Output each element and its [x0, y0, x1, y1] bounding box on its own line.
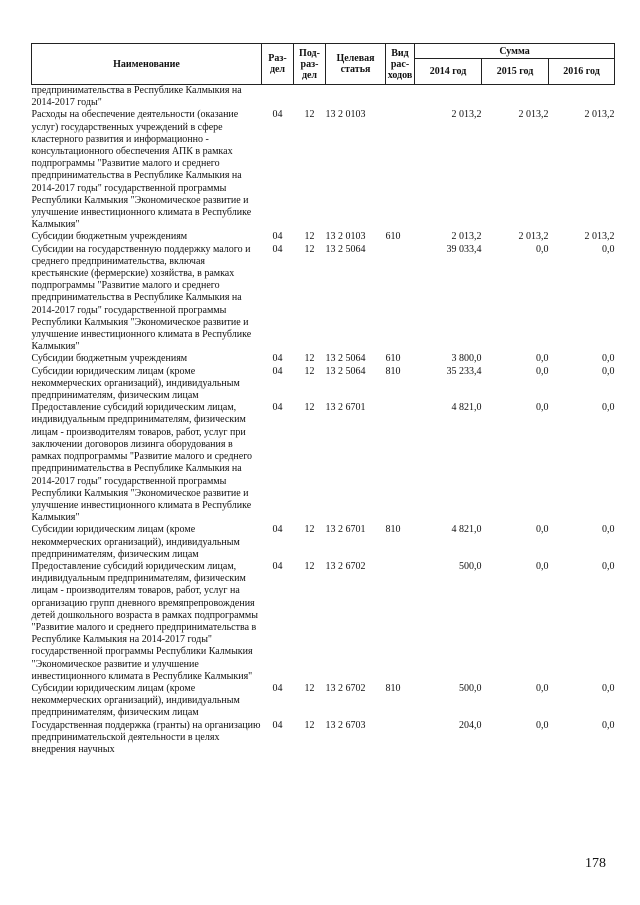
header-name: Наименование: [32, 44, 262, 85]
cell-section: 04: [272, 524, 283, 536]
table-row: [32, 366, 615, 403]
cell-name: Предоставление субсидий юридическим лицам, индивидуальным предпринимателям, физическим лицам - производителям товаров, работ, услуг при заключении договоров лизинга оборудования в рамках подпрограммы "Развитие малого и среднего предпринимательства в Республике Калмыкия на 2014-2017 годы" государственной программы Республики Калмыкия "Экономическое развитие и улучшение инвестиционного климата в Республике Калмыкия": [31, 402, 253, 524]
cell-name: Субсидии юридическим лицам (кроме некоммерческих организаций), индивидуальным предпринимателям, физическим лицам: [31, 524, 240, 560]
cell-subsection: 12: [304, 402, 315, 414]
cell-sum-2016: 0,0: [602, 243, 615, 255]
table-header: [32, 44, 615, 85]
cell-subsection: 12: [304, 353, 315, 365]
cell-sum-2014: 4 821,0: [451, 524, 482, 536]
cell-sum-2016: 0,0: [602, 524, 615, 536]
table-row: [32, 244, 615, 354]
cell-sum-2016: 0,0: [602, 402, 615, 414]
cell-sum-2014: 2 013,2: [451, 231, 482, 243]
header-section: Раз- дел: [262, 44, 294, 85]
header-target-article: Целевая статья: [326, 44, 386, 85]
cell-section: 04: [272, 109, 283, 121]
cell-name: Государственная поддержка (гранты) на организацию предпринимательской деятельности в целях внедрения научных: [31, 719, 261, 755]
page-number: 178: [585, 856, 606, 871]
cell-sum-2015: 0,0: [536, 353, 549, 365]
table-body: [32, 85, 615, 757]
cell-name: Предоставление субсидий юридическим лицам, индивидуальным предпринимателям, физическим лицам - производителям товаров, работ, услуг на организацию групп дневного времяпрепровождения детей дошкольного возраста в рамках подпрограммы "Развитие малого и среднего предпринимательства в Республике Калмыкия на 2014-2017 годы" государственной программы Республики Калмыкия "Экономическое развитие и улучшение инвестиционного климата в Республике Калмыкия": [31, 560, 258, 682]
cell-sum-2015: 0,0: [536, 524, 549, 536]
cell-subsection: 12: [304, 682, 315, 694]
cell-target-article: 13 2 5064: [325, 243, 366, 255]
table-row: [32, 85, 615, 110]
table-row: [32, 561, 615, 683]
cell-sum-2016: 0,0: [602, 365, 615, 377]
header-subsection: Под- раз- дел: [294, 44, 326, 85]
cell-target-article: 13 2 6702: [325, 682, 366, 694]
header-year-2015: 2015 год: [482, 59, 549, 85]
table-row: [32, 524, 615, 561]
header-sum: Сумма: [415, 44, 615, 59]
cell-section: [262, 85, 294, 110]
cell-section: 04: [272, 402, 283, 414]
cell-name: предпринимательства в Республике Калмыкия на 2014-2017 годы": [31, 85, 242, 109]
cell-sum-2016: 0,0: [602, 682, 615, 694]
cell-sum-2015: 0,0: [536, 560, 549, 572]
cell-target-article: 13 2 6703: [325, 719, 366, 731]
cell-sum-2016: 0,0: [602, 719, 615, 731]
cell-sum-2016: 2 013,2: [584, 231, 615, 243]
cell-sum-2016: 2 013,2: [584, 109, 615, 121]
cell-subsection: 12: [304, 243, 315, 255]
table-row: [32, 231, 615, 243]
table-row: [32, 109, 615, 231]
cell-section: 04: [272, 560, 283, 572]
cell-target-article: 13 2 6701: [325, 524, 366, 536]
cell-expense-type: [386, 85, 415, 110]
cell-target-article: [326, 85, 386, 110]
cell-sum-2015: 0,0: [536, 682, 549, 694]
cell-sum-2015: 0,0: [536, 719, 549, 731]
cell-sum-2015: 2 013,2: [518, 231, 549, 243]
cell-target-article: 13 2 0103: [325, 231, 366, 243]
cell-target-article: 13 2 6702: [325, 560, 366, 572]
cell-sum-2014: 500,0: [459, 682, 482, 694]
cell-subsection: 12: [304, 719, 315, 731]
cell-sum-2014: 39 033,4: [446, 243, 482, 255]
cell-expense-type: [386, 720, 415, 757]
cell-expense-type: 810: [385, 682, 401, 694]
cell-subsection: [294, 85, 326, 110]
header-expense-type: Вид рас- ходов: [386, 44, 415, 85]
cell-section: 04: [272, 682, 283, 694]
cell-sum-2016: 0,0: [602, 353, 615, 365]
header-year-2016: 2016 год: [549, 59, 615, 85]
cell-sum-2014: 500,0: [459, 560, 482, 572]
cell-target-article: 13 2 0103: [325, 109, 366, 121]
cell-target-article: 13 2 5064: [325, 353, 366, 365]
cell-sum-2014: 4 821,0: [451, 402, 482, 414]
budget-table: [31, 43, 615, 756]
cell-subsection: 12: [304, 524, 315, 536]
cell-subsection: 12: [304, 231, 315, 243]
cell-section: 04: [272, 353, 283, 365]
cell-section: 04: [272, 231, 283, 243]
cell-name: Субсидии юридическим лицам (кроме некоммерческих организаций), индивидуальным предпринимателям, физическим лицам: [31, 365, 240, 402]
cell-section: 04: [272, 243, 283, 255]
table-row: [32, 720, 615, 757]
cell-sum-2015: 0,0: [536, 243, 549, 255]
cell-sum-2015: 2 013,2: [518, 109, 549, 121]
table-row: [32, 683, 615, 720]
table-row: [32, 353, 615, 365]
cell-subsection: 12: [304, 365, 315, 377]
cell-sum-2014: [415, 85, 482, 110]
cell-sum-2015: 0,0: [536, 402, 549, 414]
cell-sum-2015: 0,0: [536, 365, 549, 377]
table-row: [32, 402, 615, 524]
cell-subsection: 12: [304, 560, 315, 572]
cell-expense-type: [386, 109, 415, 231]
cell-sum-2014: 35 233,4: [446, 365, 482, 377]
cell-expense-type: 810: [385, 365, 401, 377]
cell-name: Субсидии бюджетным учреждениям: [31, 353, 188, 365]
cell-expense-type: [386, 244, 415, 354]
cell-section: 04: [272, 719, 283, 731]
cell-sum-2014: 3 800,0: [451, 353, 482, 365]
cell-name: Субсидии на государственную поддержку малого и среднего предпринимательства, включая крестьянские (фермерские) хозяйства, в рамках подпрограммы "Развитие малого и среднего предпринимательства в Республике Калмыкия на 2014-2017 годы" государственной программы Республики Калмыкия "Экономическое развитие и улучшение инвестиционного климата в Республике Калмыкия": [31, 243, 252, 353]
cell-sum-2016: [549, 85, 615, 110]
cell-name: Субсидии бюджетным учреждениям: [31, 231, 188, 243]
cell-sum-2015: [482, 85, 549, 110]
cell-subsection: 12: [304, 109, 315, 121]
cell-expense-type: 810: [385, 524, 401, 536]
cell-sum-2014: 2 013,2: [451, 109, 482, 121]
cell-expense-type: 610: [385, 353, 401, 365]
cell-name: Расходы на обеспечение деятельности (оказание услуг) государственных учреждений в сфере кластерного развития и информационно - консультационного обеспечения АПК в рамках подпрограммы "Развитие малого и среднего предпринимательства в Республике Калмыкия на 2014-2017 годы" государственной программы Республики Калмыкия "Экономическое развитие и улучшение инвестиционного климата в Республике Калмыкия": [31, 109, 252, 231]
cell-sum-2016: 0,0: [602, 560, 615, 572]
cell-sum-2014: 204,0: [459, 719, 482, 731]
cell-expense-type: [386, 402, 415, 524]
header-year-2014: 2014 год: [415, 59, 482, 85]
cell-expense-type: 610: [385, 231, 401, 243]
cell-expense-type: [386, 561, 415, 683]
cell-section: 04: [272, 365, 283, 377]
cell-target-article: 13 2 5064: [325, 365, 366, 377]
cell-target-article: 13 2 6701: [325, 402, 366, 414]
cell-name: Субсидии юридическим лицам (кроме некоммерческих организаций), индивидуальным предпринимателям, физическим лицам: [31, 682, 240, 719]
